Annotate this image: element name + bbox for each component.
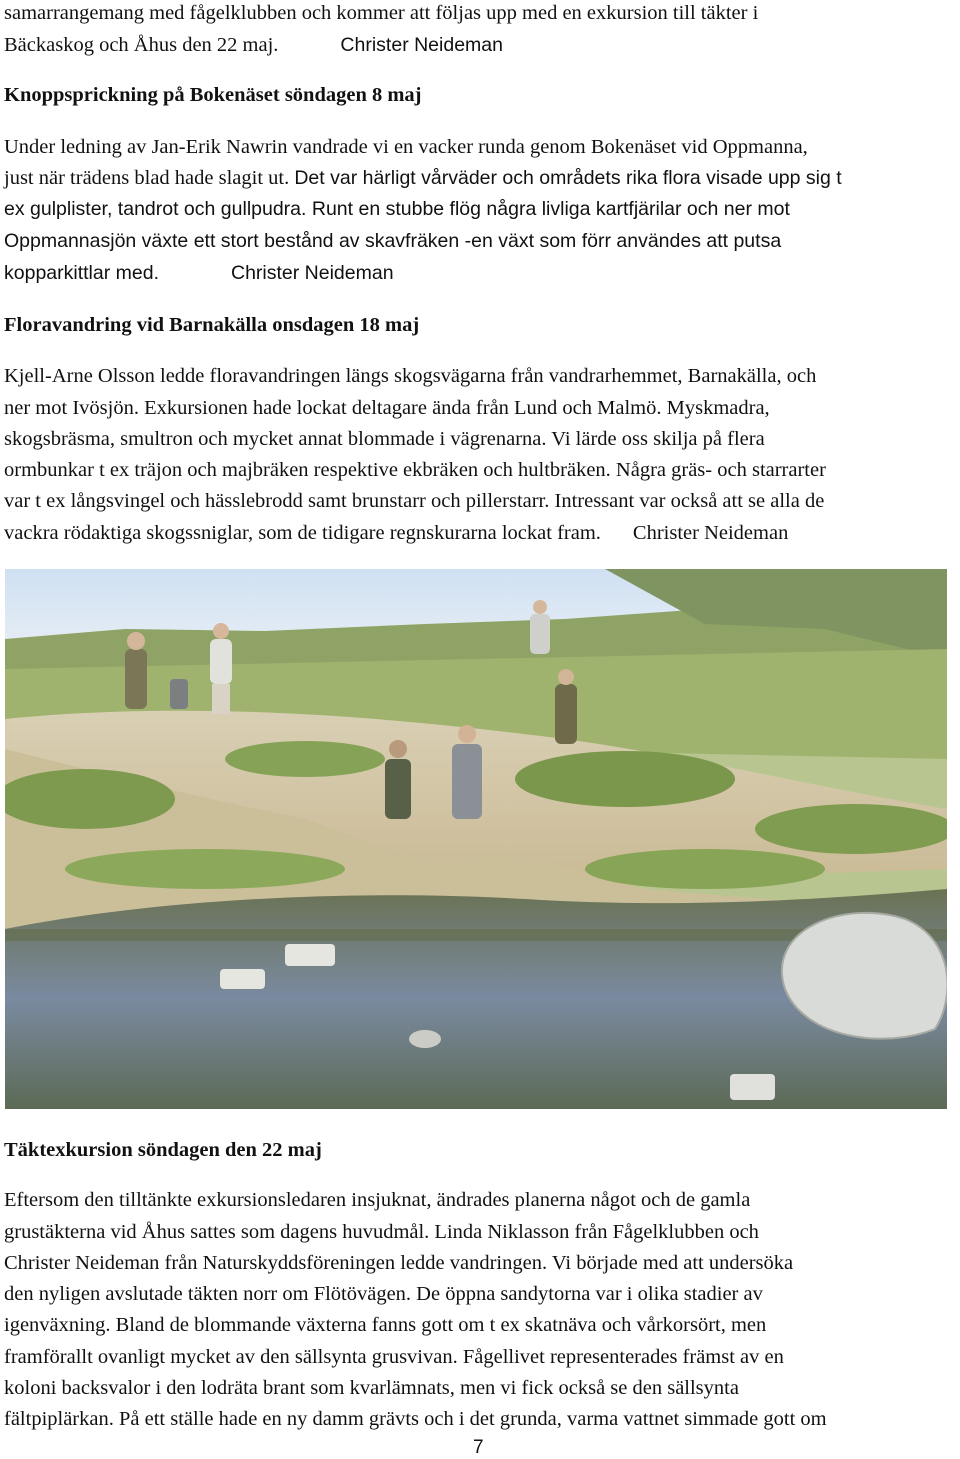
- section2-line-2: ner mot Ivösjön. Exkursionen hade lockat deltagare ända från Lund och Malmö. Myskmadra,: [4, 397, 770, 419]
- section2-line-5: var t ex långsvingel och hässlebrodd samt brunstarr och pillerstarr. Intressant var också att se alla de: [4, 490, 825, 512]
- section1-line-2: [4, 166, 842, 190]
- section3-line-1: Eftersom den tilltänkte exkursionsledaren insjuknat, ändrades planerna något och de gamla: [4, 1189, 751, 1211]
- section3-line-5: igenväxning. Bland de blommande växterna fanns gott om t ex skatnäva och vårkorsört, men: [4, 1314, 767, 1336]
- excursion-photo: [5, 569, 947, 1109]
- section1-line-5a: kopparkittlar med.: [4, 262, 159, 284]
- section2-heading: Floravandring vid Barnakälla onsdagen 18 maj: [4, 314, 420, 336]
- section2-line-6: [4, 521, 788, 545]
- section3-line-3: Christer Neideman från Naturskyddsföreningen ledde vandringen. Vi började med att undersöka: [4, 1252, 794, 1274]
- section1-line-4: Oppmannasjön växte ett stort bestånd av skavfräken -en växt som förr användes att putsa: [4, 230, 782, 252]
- section1-line-3: [4, 197, 790, 221]
- section2-signature: Christer Neideman: [632, 522, 789, 544]
- section2-line-6a: vackra rödaktiga skogssniglar, som de tidigare regnskurarna lockat fram.: [4, 522, 601, 544]
- section3-line-4: den nyligen avslutade täkten norr om Flötövägen. De öppna sandytorna var i olika stadier av: [4, 1283, 763, 1305]
- section1-line-5: [4, 261, 394, 285]
- section1-signature: Christer Neideman: [230, 262, 394, 284]
- section1-line-1: Under ledning av Jan-Erik Nawrin vandrade vi en vacker runda genom Bokenäset vid Oppmanna,: [4, 136, 808, 158]
- section1-heading: Knoppsprickning på Bokenäset söndagen 8 maj: [4, 84, 422, 106]
- page-number: 7: [473, 1437, 484, 1458]
- section3-line-6: framförallt ovanligt mycket av den sällsynta grusvivan. Fågellivet representerades främst av en: [4, 1346, 784, 1368]
- section2-line-1: Kjell-Arne Olsson ledde floravandringen längs skogsvägarna från vandrarhemmet, Barnakälla, och: [4, 365, 817, 387]
- section3-line-8: fältpiplärkan. På ett ställe hade en ny damm grävts och i det grunda, varma vattnet simmade gott om: [4, 1408, 827, 1430]
- intro-line-2: [4, 33, 503, 57]
- intro-line-2-text: Bäckaskog och Åhus den 22 maj.: [4, 34, 279, 56]
- section1-line-2b: Det var härligt vårväder och områdets rika flora visade upp sig t: [294, 167, 842, 189]
- section2-line-3: skogsbräsma, smultron och mycket annat blommade i vägrenarna. Vi lärde oss skilja på flera: [4, 428, 765, 450]
- intro-line-1: samarrangemang med fågelklubben och kommer att följas upp med en exkursion till täkter i: [4, 2, 759, 24]
- section1-line-3a: ex gulplister, tandrot och gullpudra.: [4, 198, 307, 220]
- section3-heading: Täktexkursion söndagen den 22 maj: [4, 1139, 322, 1161]
- intro-signature: Christer Neideman: [340, 34, 503, 56]
- section1-line-3b: Runt en stubbe flög några livliga kartfjärilar och ner mot: [311, 198, 790, 220]
- section2-line-4: ormbunkar t ex träjon och majbräken respektive ekbräken och hultbräken. Några gräs- och starrarter: [4, 459, 826, 481]
- section3-line-2: grustäkterna vid Åhus sattes som dagens huvudmål. Linda Niklasson från Fågelklubben och: [4, 1221, 759, 1243]
- section3-line-7: koloni backsvalor i den lodräta brant som kvarlämnats, men vi fick också se den sällsynta: [4, 1377, 739, 1399]
- section1-line-2a: just när trädens blad hade slagit ut.: [4, 167, 290, 189]
